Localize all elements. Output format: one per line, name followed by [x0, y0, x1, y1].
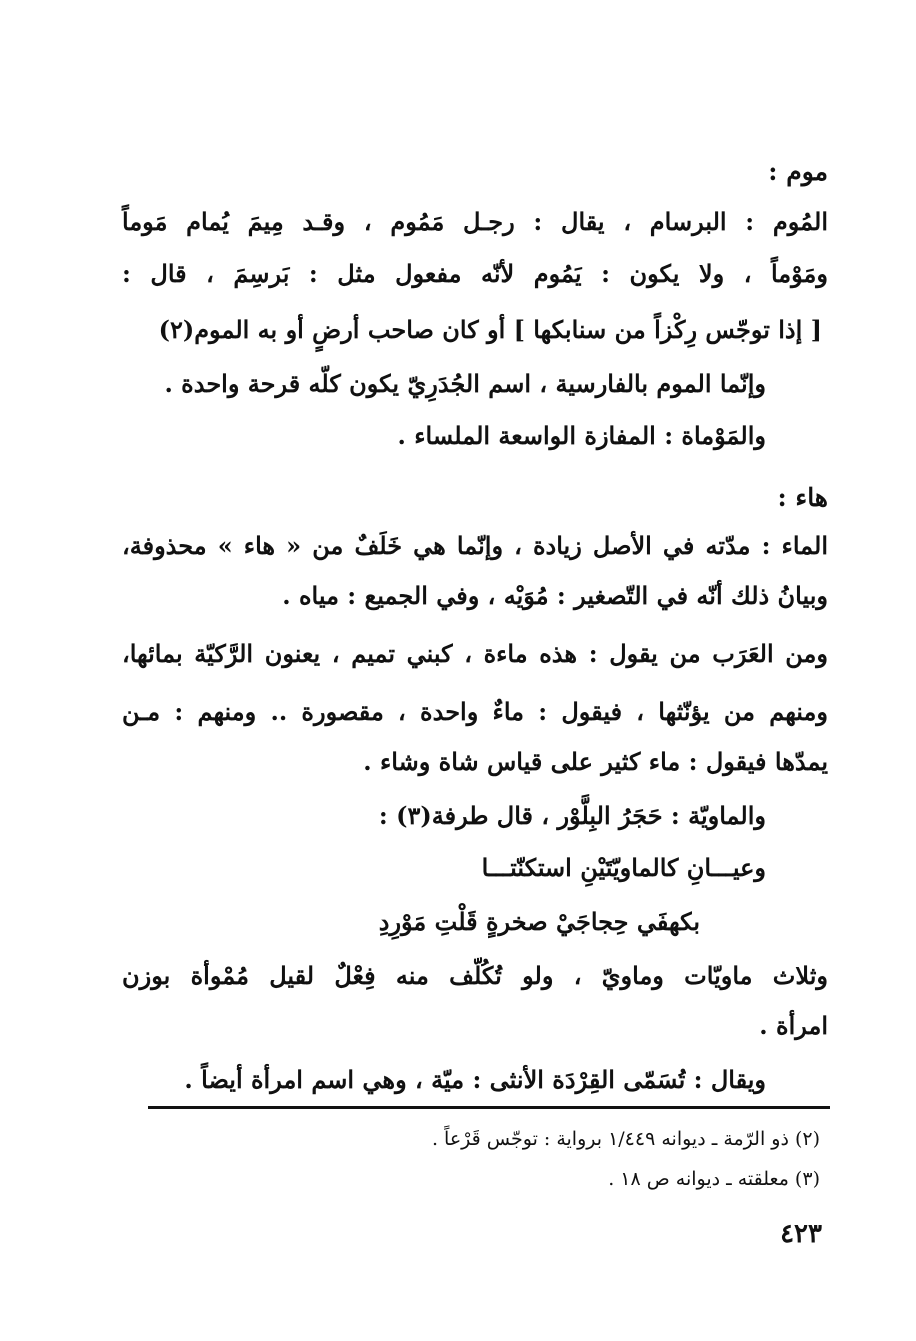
footnote-3: (٣) معلقته ـ ديوانه ص ١٨ .	[608, 1168, 820, 1190]
text-line: وثلاث ماويّات وماويّ ، ولو تُكُلّف منه فِعْلٌ لقيل مُمْوأة بوزن	[122, 961, 828, 990]
verse-line: [ إذا توجّس رِكْزاً من سنابكها ] أو كان صاحب أرضٍ أو به الموم(٢)	[158, 315, 822, 344]
text-line: والماويّة : حَجَرُ البِلَّوْر ، قال طرفة(٣) :	[378, 801, 766, 830]
text-line: وإنّما الموم بالفارسية ، اسم الجُدَرِيّ يكون كلّه قرحة واحدة .	[164, 369, 766, 398]
page-number: ٤٢٣	[780, 1219, 822, 1249]
text-line: ويقال : تُسَمّى القِرْدَة الأنثى : ميّة ، وهي اسم امرأة أيضاً .	[184, 1065, 766, 1094]
entry-heading-mawm: موم :	[768, 157, 828, 186]
text-line: يمدّها فيقول : ماء كثير على قياس شاة وشاء .	[363, 747, 828, 776]
text-line: امرأة .	[759, 1011, 828, 1040]
footnote-divider	[148, 1106, 830, 1109]
footnote-2: (٢) ذو الرّمة ـ ديوانه ١/٤٤٩ برواية : توجّس قَرْعاً .	[431, 1128, 820, 1150]
text-line: ومنهم من يؤنّثها ، فيقول : ماءٌ واحدة ، مقصورة .. ومنهم : مـن	[122, 697, 828, 726]
text-line: الماء : مدّته في الأصل زيادة ، وإنّما هي خَلَفٌ من « هاء » محذوفة،	[122, 531, 828, 560]
text-line: والمَوْماة : المفازة الواسعة الملساء .	[397, 421, 766, 450]
text-line: ومَوْماً ، ولا يكون : يَمُوم لأنّه مفعول مثل : بَرسِمَ ، قال :	[122, 259, 828, 288]
text-line: المُوم : البرسام ، يقال : رجـل مَمُوم ، وقـد مِيمَ يُمام مَوماً	[122, 207, 828, 236]
entry-heading-haa: هاء :	[777, 483, 828, 512]
verse-first-hemistich: وعيـــانِ كالماويّتَيْنِ استكنّتـــا	[481, 853, 766, 882]
text-line: ومن العَرَب من يقول : هذه ماءة ، كبني تميم ، يعنون الرَّكيّة بمائها،	[122, 639, 828, 668]
verse-second-hemistich: بكهفَي حِجاجَيْ صخرةٍ قَلْتِ مَوْرِدِ	[378, 907, 700, 936]
text-line: وبيانُ ذلك أنّه في التّصغير : مُوَيْه ، وفي الجميع : مياه .	[282, 581, 828, 610]
